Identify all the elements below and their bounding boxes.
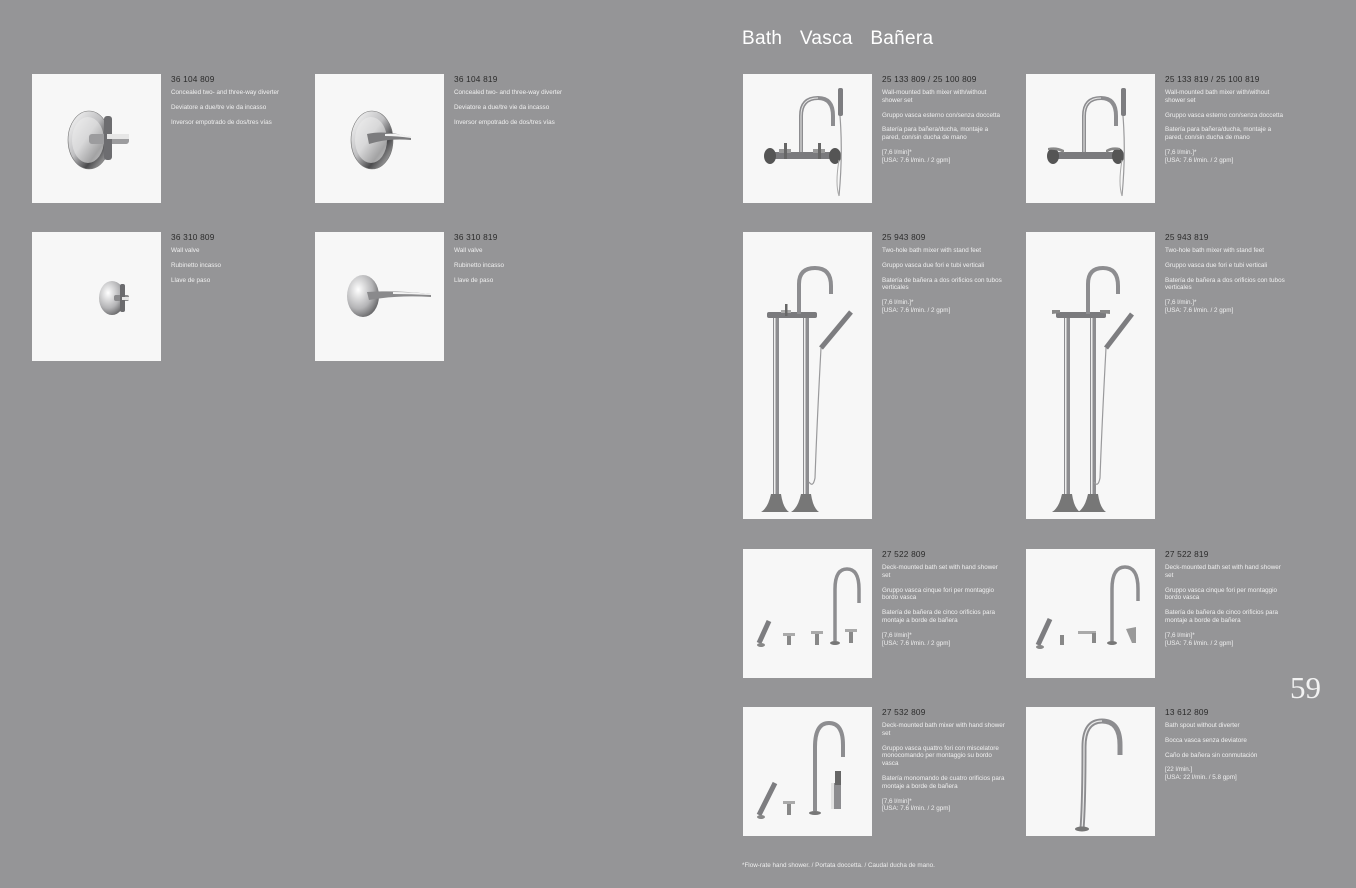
product-photo-concealed-diverter-lever <box>315 74 444 203</box>
description-en: Two-hole bath mixer with stand feet <box>882 247 982 254</box>
footnote: *Flow-rate hand shower. / Portata doccetta. / Caudal ducha de mano. <box>742 862 935 869</box>
description-en: Wall-mounted bath mixer with/without shower set <box>1165 89 1270 104</box>
description-it: Gruppo vasca due fori e tubi verticali <box>1165 261 1268 269</box>
description-en: Deck-mounted bath mixer with hand shower set <box>882 722 1005 737</box>
description-en: Deck-mounted bath set with hand shower set <box>1165 564 1281 579</box>
description-es: Llave de paso <box>171 276 211 284</box>
description-es: Batería monomando de cuatro orificios para montaje a borde de bañera <box>882 774 1005 790</box>
product-photo-floor-bath-mixer-cross <box>743 232 872 519</box>
product-code: 25 943 809 <box>882 232 926 242</box>
description-es: Batería de bañera de cinco orificios para montaje a borde de bañera <box>882 609 996 624</box>
product-code: 25 133 819 / 25 100 819 <box>1165 74 1260 84</box>
product-code: 27 522 819 <box>1165 549 1209 559</box>
description-it: Gruppo vasca due fori e tubi verticali <box>882 261 985 269</box>
description-es: Batería de bañera a dos orificios con tubos verticales <box>1165 276 1285 292</box>
product-photo-wall-bath-mixer-cross <box>743 74 872 203</box>
description-es: Batería para bañera/ducha, montaje a pared, con/sin ducha de mano <box>1165 126 1272 142</box>
description-es: Batería para bañera/ducha, montaje a pared, con/sin ducha de mano <box>882 126 989 142</box>
section-heading: Bath Vasca Bañera <box>742 28 934 49</box>
flow-rate: [7,6 l/min.]* [USA: 7.6 l/min. / 2 gpm] <box>882 299 951 314</box>
product-photo-floor-bath-mixer-lever <box>1026 232 1155 519</box>
description-es: Inversor empotrado de dos/tres vías <box>171 118 272 126</box>
flow-rate: [7,6 l/min]* [USA: 7.6 l/min. / 2 gpm] <box>1165 631 1234 647</box>
product-code: 25 943 819 <box>1165 232 1209 242</box>
flow-rate: [7,6 l/min.]* [USA: 7.6 l/min. / 2 gpm] <box>1165 299 1234 314</box>
product-photo-wall-valve-lever <box>315 232 444 361</box>
description-en: Wall valve <box>171 247 200 254</box>
description-es: Inversor empotrado de dos/tres vías <box>454 118 555 126</box>
description-es: Caño de bañera sin conmutación <box>1165 751 1258 759</box>
product-photo-bath-spout <box>1026 707 1155 836</box>
flow-rate: [7,6 l/min.]* [USA: 7.6 l/min. / 2 gpm] <box>1165 148 1234 164</box>
product-code: 13 612 809 <box>1165 707 1209 717</box>
description-en: Two-hole bath mixer with stand feet <box>1165 247 1265 254</box>
flow-rate: [7,6 l/min]* [USA: 7.6 l/min. / 2 gpm] <box>882 148 951 164</box>
product-code: 36 310 809 <box>171 232 215 242</box>
description-en: Bath spout without diverter <box>1165 722 1240 729</box>
product-photo-concealed-diverter-cross <box>32 74 161 203</box>
product-code: 25 133 809 / 25 100 809 <box>882 74 977 84</box>
description-it: Gruppo vasca cinque fori per montaggio bordo vasca <box>882 586 995 602</box>
description-en: Deck-mounted bath set with hand shower set <box>882 564 998 579</box>
product-code: 36 104 819 <box>454 74 498 84</box>
product-code: 27 522 809 <box>882 549 926 559</box>
product-photo-deck-bath-set-cross <box>743 549 872 678</box>
flow-rate: [22 l/min.] [USA: 22 l/min. / 5.8 gpm] <box>1165 766 1237 782</box>
product-code: 27 532 809 <box>882 707 926 717</box>
description-en: Wall valve <box>454 247 483 254</box>
description-it: Gruppo vasca esterno con/senza doccetta <box>882 111 1000 119</box>
description-it: Gruppo vasca quattro fori con miscelatore monocomando per montaggio su bordo vasca <box>882 744 999 768</box>
description-en: Concealed two- and three-way diverter <box>454 89 563 96</box>
description-it: Rubinetto incasso <box>454 261 505 269</box>
description-es: Batería de bañera de cinco orificios para montaje a borde de bañera <box>1165 609 1279 624</box>
description-es: Llave de paso <box>454 276 494 284</box>
product-code: 36 104 809 <box>171 74 215 84</box>
product-photo-deck-bath-set-lever <box>1026 549 1155 678</box>
description-it: Deviatore a due/tre vie da incasso <box>171 103 267 111</box>
description-it: Gruppo vasca cinque fori per montaggio bordo vasca <box>1165 586 1278 602</box>
description-it: Deviatore a due/tre vie da incasso <box>454 103 550 111</box>
description-es: Batería de bañera a dos orificios con tubos verticales <box>882 276 1002 292</box>
product-code: 36 310 819 <box>454 232 498 242</box>
product-photo-wall-bath-mixer-lever <box>1026 74 1155 203</box>
product-photo-deck-bath-mixer-single-lever <box>743 707 872 836</box>
flow-rate: [7,6 l/min]* [USA: 7.6 l/min. / 2 gpm] <box>882 631 951 647</box>
product-photo-wall-valve-cross <box>32 232 161 361</box>
flow-rate: [7,6 l/min]* [USA: 7.6 l/min. / 2 gpm] <box>882 797 951 813</box>
description-it: Bocca vasca senza deviatore <box>1165 736 1247 744</box>
description-en: Concealed two- and three-way diverter <box>171 89 280 96</box>
description-en: Wall-mounted bath mixer with/without shower set <box>882 89 987 104</box>
description-it: Gruppo vasca esterno con/senza doccetta <box>1165 111 1283 119</box>
page-number: 59 <box>1290 670 1321 705</box>
description-it: Rubinetto incasso <box>171 261 222 269</box>
